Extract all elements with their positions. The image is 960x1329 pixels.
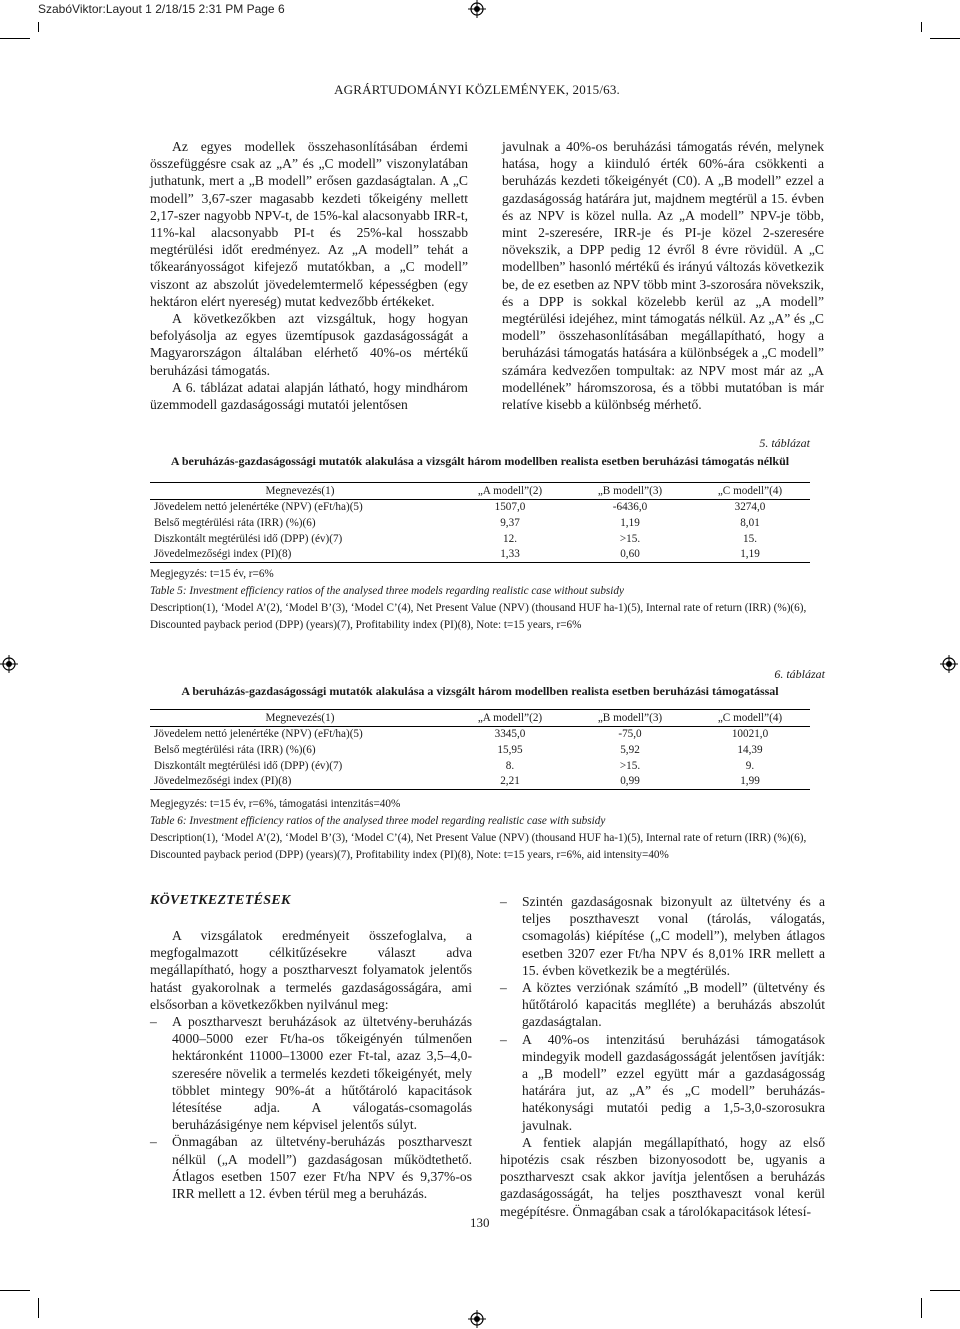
crop-mark xyxy=(0,38,30,39)
table-english-description: Discounted payback period (DPP) (years)(7), Profitability index (PI)(8), Note: t=15 years, r=6% xyxy=(150,619,582,631)
paragraph: javulnak a 40%-os beruházási támogatás révén, melynek hatása, hogy a kiinduló érték 60%-ára csökkenti a beruházás kezdeti tőkeigényét (C0). A „B modell” ezzel a gazdaságosság határára jut, majdnem megtérül a 15. évben és az NPV is közel nulla. Az „A modell” NPV-je több, mint 2-szeresére, IRR-je és PI-je közel 2-szeresére növekszik, a DPP pedig 12 évről 8 évre rövidül. A „C modellben” hasonló mértékű és irányú változás következik be, de ez esetben az NPV több mint 3-szorosára növekszik, és a DPP is sokkal közelebb kerül az „A modell” megtérülési idejéhez, mint támogatás nélkül. Az „A” és „C modell” összehasonlításában megállapítható, hogy a beruházási támogatás hatására a különbségek a „C modell” számára kedvezően tompultak: az NPV most már az „A modellének” háromszorosa, és a többi mutatóban is már relatíve kisebb a különbség mérhető. xyxy=(502,139,824,413)
table-english-description: Description(1), ‘Model A’(2), ‘Model B’(3), ‘Model C’(4), Net Present Value (NPV) (thousand HUF ha-1)(5), Internal rate of return (IRR) (%)(6), xyxy=(150,832,807,844)
table-title: A beruházás-gazdaságossági mutatók alakulása a vizsgált három modellben realista esetben beruházási támogatással xyxy=(181,684,779,698)
page-number: 130 xyxy=(470,1215,490,1230)
table-cell: 9,37 xyxy=(500,516,520,529)
table-title: A beruházás-gazdaságossági mutatók alakulása a vizsgált három modellben realista esetben beruházási támogatás nélkül xyxy=(170,454,790,468)
table-cell: -6436,0 xyxy=(612,501,648,514)
table-cell: Diszkontált megtérülési idő (DPP) (év)(7) xyxy=(154,532,343,545)
table-cell: Jövedelmezőségi index (PI)(8) xyxy=(150,773,450,789)
running-head: AGRÁRTUDOMÁNYI KÖZLEMÉNYEK, 2015/63. xyxy=(334,82,620,97)
list-item: – A köztes verziónak számító „B modell” (ültetvény és hűtőtároló kapacitás meglléte) a beruházás abszolút gazdaságtalan. xyxy=(500,979,825,1031)
table-english-description: Discounted payback period (DPP) (years)(7), Profitability index (PI)(8), Note: t=15 years, r=6%, aid intensity=40% xyxy=(150,849,669,861)
registration-mark-icon xyxy=(468,0,486,18)
table-cell: 1507,0 xyxy=(494,501,526,514)
crop-mark xyxy=(38,1298,39,1318)
column-header: Megnevezés(1) xyxy=(150,483,450,500)
table-row xyxy=(150,499,810,515)
conclusions-left-column xyxy=(150,927,472,1202)
data-table-5 xyxy=(150,482,810,563)
registration-mark-icon xyxy=(940,655,958,673)
crop-mark xyxy=(930,1290,960,1291)
table-number: 6. táblázat xyxy=(774,667,825,681)
table-cell: 2,21 xyxy=(450,773,570,789)
table-row xyxy=(150,742,810,758)
column-header: Megnevezés(1) xyxy=(150,710,450,727)
table-cell: -75,0 xyxy=(618,728,642,741)
paragraph: Az egyes modellek összehasonlításában érdemi összefüggésre csak az „A” és „C modell” viszonylatában juthatunk, mert a „B modell” erősen gazdaságtalan. A „C modell” 3,67-szer magasabb kezdeti tőkeigény mellett 2,17-szer nagyobb NPV-t, de 15%-kal alacsonyabb IRR-t, 11%-kal alacsonyabb PI-t és 25%-kal hosszabb megtérülési időt eredményez. Az „A modell” tehát a tőkearányosságot kifejező mutatókban, a „C modell” viszont az abszolút jövedelemtermelő képességben (egy hektáron elért nyereség) mutat kedvezőbb értékeket. xyxy=(150,139,468,309)
table-cell: Jövedelem nettó jelenértéke (NPV) (eFt/ha)(5) xyxy=(154,728,363,741)
table-cell: 1,19 xyxy=(620,516,640,529)
table-notes-6 xyxy=(150,796,830,864)
slug-line: SzabóViktor:Layout 1 2/18/15 2:31 PM Page 6 xyxy=(38,2,285,16)
table-cell: 14,39 xyxy=(737,743,763,756)
table-row xyxy=(150,726,810,742)
table-cell: 9. xyxy=(745,759,755,772)
table-cell: Belső megtérülési ráta (IRR) (%)(6) xyxy=(154,516,316,529)
list-item: – A 40%-os intenzitású beruházási támogatások mindegyik modell gazdaságosságát jelentősen javítják: a „B modell” ezzel együtt már a gazdaságosság határára jut, az „A” és „C modell” beruházás-hatékonysági mutatói pedig a 1,5-3,0-szorosukra javulnak. xyxy=(500,1031,825,1134)
table-cell: 8. xyxy=(505,759,515,772)
paragraph: A fentiek alapján megállapítható, hogy az első hipotézis csak részben bizonyosodott be, ugyanis a posztharveszt csak akkor javítja jelentősen a beruházás gazdaságosságát, ha teljes poszthaveszt vonal kerül megépítésre. Önmagában csak a tárolókapacitások létesí- xyxy=(500,1134,825,1219)
table-english-title: Table 5: Investment efficiency ratios of the analysed three models regarding realistic case without subsidy xyxy=(150,585,624,597)
table-cell: 8,01 xyxy=(740,516,760,529)
table-note: Megjegyzés: t=15 év, r=6%, támogatási intenzitás=40% xyxy=(150,798,401,810)
table-cell: Jövedelmezőségi index (PI)(8) xyxy=(150,546,450,562)
column-header: „C modell”(4) xyxy=(690,483,810,500)
list-item: – Önmagában az ültetvény-beruházás posztharveszt nélkül („A modell”) gazdaságosan működtethető. Átlagos esetben 1507 ezer Ft/ha NPV és 9,37%-os IRR mellett a 12. évben térül meg a beruházás. xyxy=(150,1133,472,1202)
table-cell: 1,33 xyxy=(450,546,570,562)
table-cell: Belső megtérülési ráta (IRR) (%)(6) xyxy=(154,743,316,756)
paragraph: A 6. táblázat adatai alapján látható, hogy mindhárom üzemmodell gazdaságossági mutatói jelentősen xyxy=(150,379,468,413)
column-header: „A modell”(2) xyxy=(450,483,570,500)
column-header: „C modell”(4) xyxy=(690,710,810,727)
table-row xyxy=(150,531,810,547)
crop-mark xyxy=(921,22,922,32)
table-english-title: Table 6: Investment efficiency ratios of the analysed three model regarding realistic case with subsidy xyxy=(150,815,606,827)
section-heading: KÖVETKEZTETÉSEK xyxy=(150,893,291,908)
table-cell: 12. xyxy=(503,532,517,545)
table-cell: 1,19 xyxy=(690,546,810,562)
table-row xyxy=(150,515,810,531)
crop-mark xyxy=(0,1290,30,1291)
table-note: Megjegyzés: t=15 év, r=6% xyxy=(150,568,274,580)
table-number: 5. táblázat xyxy=(759,436,810,450)
table-cell: 0,99 xyxy=(570,773,690,789)
list-item: – Szintén gazdaságosnak bizonyult az ültetvény és a teljes poszthaveszt vonal (tárolás, válogatás, csomagolás) kiépítése („C modell”), melyben átlagos esetben 3207 ezer Ft/ha NPV és 8,01% IRR mellett a 15. évben következik be a megtérülés. xyxy=(500,893,825,979)
table-cell: 3345,0 xyxy=(494,728,526,741)
conclusion-list xyxy=(500,893,825,1134)
table-cell: Jövedelem nettó jelenértéke (NPV) (eFt/ha)(5) xyxy=(154,501,363,514)
list-item: – A posztharveszt beruházások az ültetvény-beruházás 4000–5000 ezer Ft/ha-os tőkeigényén túlmenően hektáronként 11000–13000 ezer Ft-tal, azaz 3,5–4,0-szeresére növelik a termelés kezdeti tőkeigényét, mely többlet mintegy 90%-át a hűtőtároló kapacitások létesítése adja. A válogatás-csomagolás beruházásigénye nem képvisel jelentős súlyt. xyxy=(150,1013,472,1133)
registration-mark-icon xyxy=(0,655,18,673)
table-cell: 1,99 xyxy=(690,773,810,789)
table-cell: 10021,0 xyxy=(731,728,769,741)
conclusion-list xyxy=(150,1013,472,1202)
table-cell: 15,95 xyxy=(497,743,523,756)
paragraph: A következőkben azt vizsgáltuk, hogy hogyan befolyásolja az egyes üzemtípusok gazdaságosságát a Magyarországon általában elérhető 40%-os mértékű beruházási támogatás. xyxy=(150,311,468,378)
table-cell: 3274,0 xyxy=(734,501,766,514)
left-column-top xyxy=(150,138,468,413)
table-english-description: Description(1), ‘Model A’(2), ‘Model B’(3), ‘Model C’(4), Net Present Value (NPV) (thousand HUF ha-1)(5), Internal rate of return (IRR) (%)(6), xyxy=(150,602,807,614)
crop-mark xyxy=(921,1298,922,1318)
table-cell: 0,60 xyxy=(570,546,690,562)
column-header: „B modell”(3) xyxy=(570,483,690,500)
right-column-top xyxy=(502,138,824,413)
conclusions-right-column xyxy=(500,893,825,1220)
table-row xyxy=(150,758,810,774)
table-cell: 5,92 xyxy=(620,743,640,756)
table-row xyxy=(150,773,810,789)
table-notes-5 xyxy=(150,566,830,634)
paragraph: A vizsgálatok eredményeit összefoglalva, a megfogalmazott célkitűzésekre választ adva megállapítható, hogy a posztharveszt folyamatok jelentős hatást gyakorolnak a termelés gazdaságosságára, ami elsősorban a következőkben nyilvánul meg: xyxy=(150,928,472,1012)
data-table-6 xyxy=(150,709,810,790)
crop-mark xyxy=(38,22,39,32)
registration-mark-icon xyxy=(468,1310,486,1328)
crop-mark xyxy=(930,38,960,39)
column-header: „B modell”(3) xyxy=(570,710,690,727)
table-cell: >15. xyxy=(619,759,641,772)
column-header: „A modell”(2) xyxy=(450,710,570,727)
table-cell: >15. xyxy=(619,532,641,545)
table-cell: 15. xyxy=(743,532,757,545)
table-cell: Diszkontált megtérülési idő (DPP) (év)(7) xyxy=(154,759,343,772)
table-row xyxy=(150,546,810,562)
